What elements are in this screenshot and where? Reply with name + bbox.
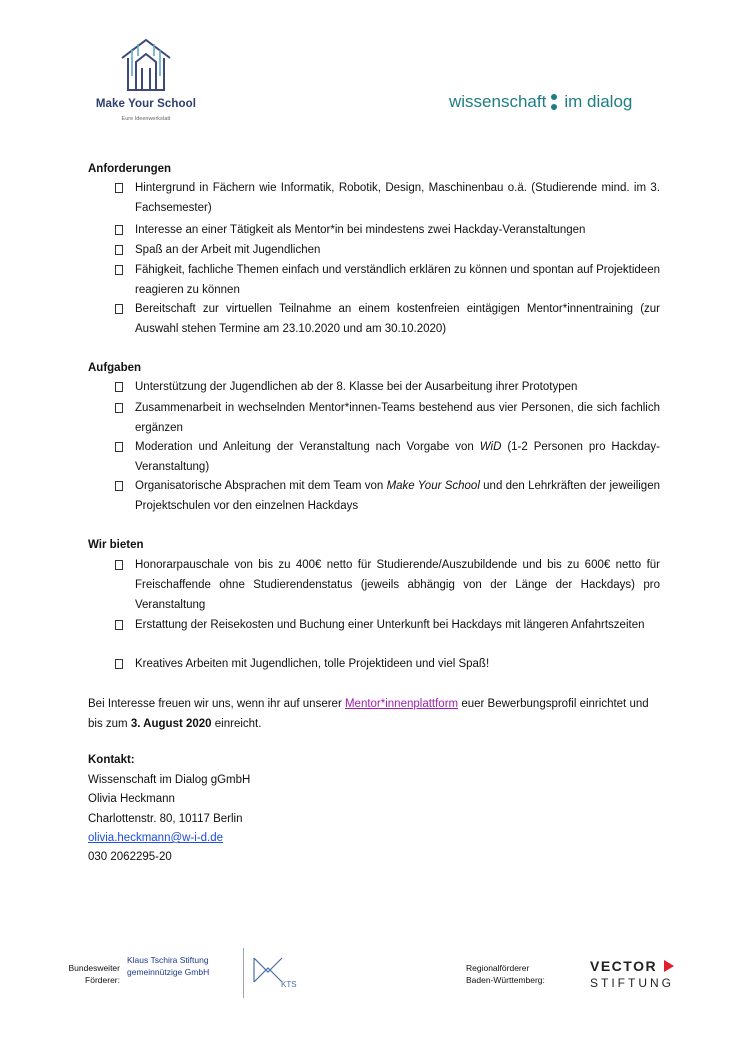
bullet-icon (115, 304, 123, 317)
regional-label-line: Regionalförderer (466, 963, 530, 973)
bullet-icon (115, 382, 123, 395)
requirement-text: Spaß an der Arbeit mit Jugendlichen (135, 244, 321, 256)
mentor-platform-link[interactable]: Mentor*innenplattform (344, 698, 459, 710)
apply-text: Bei Interesse freuen wir uns, wenn ihr auf unserer (88, 698, 345, 710)
bullet-icon (115, 403, 123, 416)
contact-address: Charlottenstr. 80, 10117 Berlin (88, 813, 243, 825)
wid-logo-right: im dialog (564, 92, 633, 111)
wissenschaft-im-dialog-logo (449, 92, 632, 112)
kts-name (127, 954, 237, 978)
offer-text: Erstattung der Reisekosten und Buchung einer Unterkunft bei Hackdays mit längeren Anfahrtszeiten (135, 619, 645, 631)
apply-text: einreicht. (211, 718, 262, 730)
requirement-text: Interesse an einer Tätigkeit als Mentor*in bei mindestens zwei Hackday-Veranstaltungen (135, 224, 586, 236)
offer-text: Honorarpauschale von bis zu 400€ netto für Studierende/Auszubildende und bis zu 600€ netto für Freischaffende ohne Studierendenstatus (jeweils abhängig von der Länge der Hackdays) pro Veranstaltung (135, 559, 660, 611)
requirement-text: Hintergrund in Fächern wie Informatik, Robotik, Design, Maschinenbau o.ä. (Studierende mind. im 3. Fachsemester) (135, 182, 660, 214)
mys-logo-subtitle: Eure Ideenwerkstatt (121, 116, 171, 122)
bullet-icon (115, 560, 123, 573)
kts-name-line: Klaus Tschira Stiftung (127, 955, 209, 965)
wid-logo-left: wissenschaft (449, 92, 547, 111)
contact-email-row (88, 832, 223, 844)
footer-divider (243, 948, 244, 998)
requirements-heading: Anforderungen (88, 163, 172, 175)
make-your-school-logo (88, 36, 204, 128)
apply-paragraph (88, 694, 660, 734)
bullet-icon (115, 265, 123, 278)
task-text (135, 437, 660, 477)
offer-heading: Wir bieten (88, 539, 144, 551)
bullet-icon (115, 225, 123, 238)
task-text (135, 476, 660, 516)
contact-org: Wissenschaft im Dialog gGmbH (88, 774, 251, 786)
task-text-part: und den Lehrkräften der jeweiligen Projektschulen vor den einzelnen Hackdays (135, 480, 660, 512)
mys-logo-title: Make Your School (95, 98, 197, 110)
vector-arrow-icon (664, 960, 674, 972)
bullet-icon (115, 481, 123, 494)
federal-sponsor-label (58, 962, 120, 986)
regional-label-line: Baden-Württemberg: (466, 975, 545, 985)
federal-label-line: Bundesweiter (68, 963, 120, 973)
bullet-icon (115, 620, 123, 633)
task-text-emphasis: WiD (479, 441, 502, 453)
dots-icon (550, 94, 558, 111)
kts-name-line: gemeinnützige GmbH (127, 967, 210, 977)
task-text-part: (1-2 Personen pro Hackday-Veranstaltung) (135, 441, 660, 473)
tasks-heading: Aufgaben (88, 362, 142, 374)
requirement-text: Bereitschaft zur virtuellen Teilnahme an einem kostenfreien eintägigen Mentor*innentraining (zur Auswahl stehen Termine am 23.10.2020 und am 30.10.2020) (135, 303, 660, 335)
contact-name: Olivia Heckmann (88, 793, 175, 805)
task-text-part: Organisatorische Absprachen mit dem Team von (135, 480, 387, 492)
apply-text: euer Bewerbungsprofil einrichtet und bis zum (88, 698, 649, 730)
apply-deadline: 3. August 2020 (130, 718, 212, 730)
bullet-icon (115, 183, 123, 196)
requirement-text: Fähigkeit, fachliche Themen einfach und verständlich erklären zu können und spontan auf Projektideen reagieren zu können (135, 264, 660, 296)
contact-phone: 030 2062295-20 (88, 851, 172, 863)
offer-text: Kreatives Arbeiten mit Jugendlichen, tolle Projektideen und viel Spaß! (135, 658, 490, 670)
kts-mark-label: KTS (281, 980, 297, 989)
contact-email-link[interactable]: olivia.heckmann@w-i-d.de (88, 832, 224, 844)
vector-stiftung-logo (590, 958, 690, 990)
task-text: Zusammenarbeit in wechselnden Mentor*innen-Teams bestehend aus vier Personen, die sich fachlich ergänzen (135, 402, 660, 434)
bullet-icon (115, 659, 123, 672)
bullet-icon (115, 442, 123, 455)
federal-label-line: Förderer: (85, 975, 120, 985)
stiftung-word: STIFTUNG (590, 976, 674, 990)
house-circuit-icon (118, 36, 174, 94)
regional-sponsor-label (466, 962, 545, 986)
task-text-part: Moderation und Anleitung der Veranstaltung nach Vorgabe von (135, 441, 480, 453)
task-text-emphasis: Make Your School (386, 480, 480, 492)
vector-word: VECTOR (590, 958, 658, 974)
contact-heading: Kontakt: (88, 754, 135, 766)
bullet-icon (115, 245, 123, 258)
task-text: Unterstützung der Jugendlichen ab der 8. Klasse bei der Ausarbeitung ihrer Prototypen (135, 381, 578, 393)
